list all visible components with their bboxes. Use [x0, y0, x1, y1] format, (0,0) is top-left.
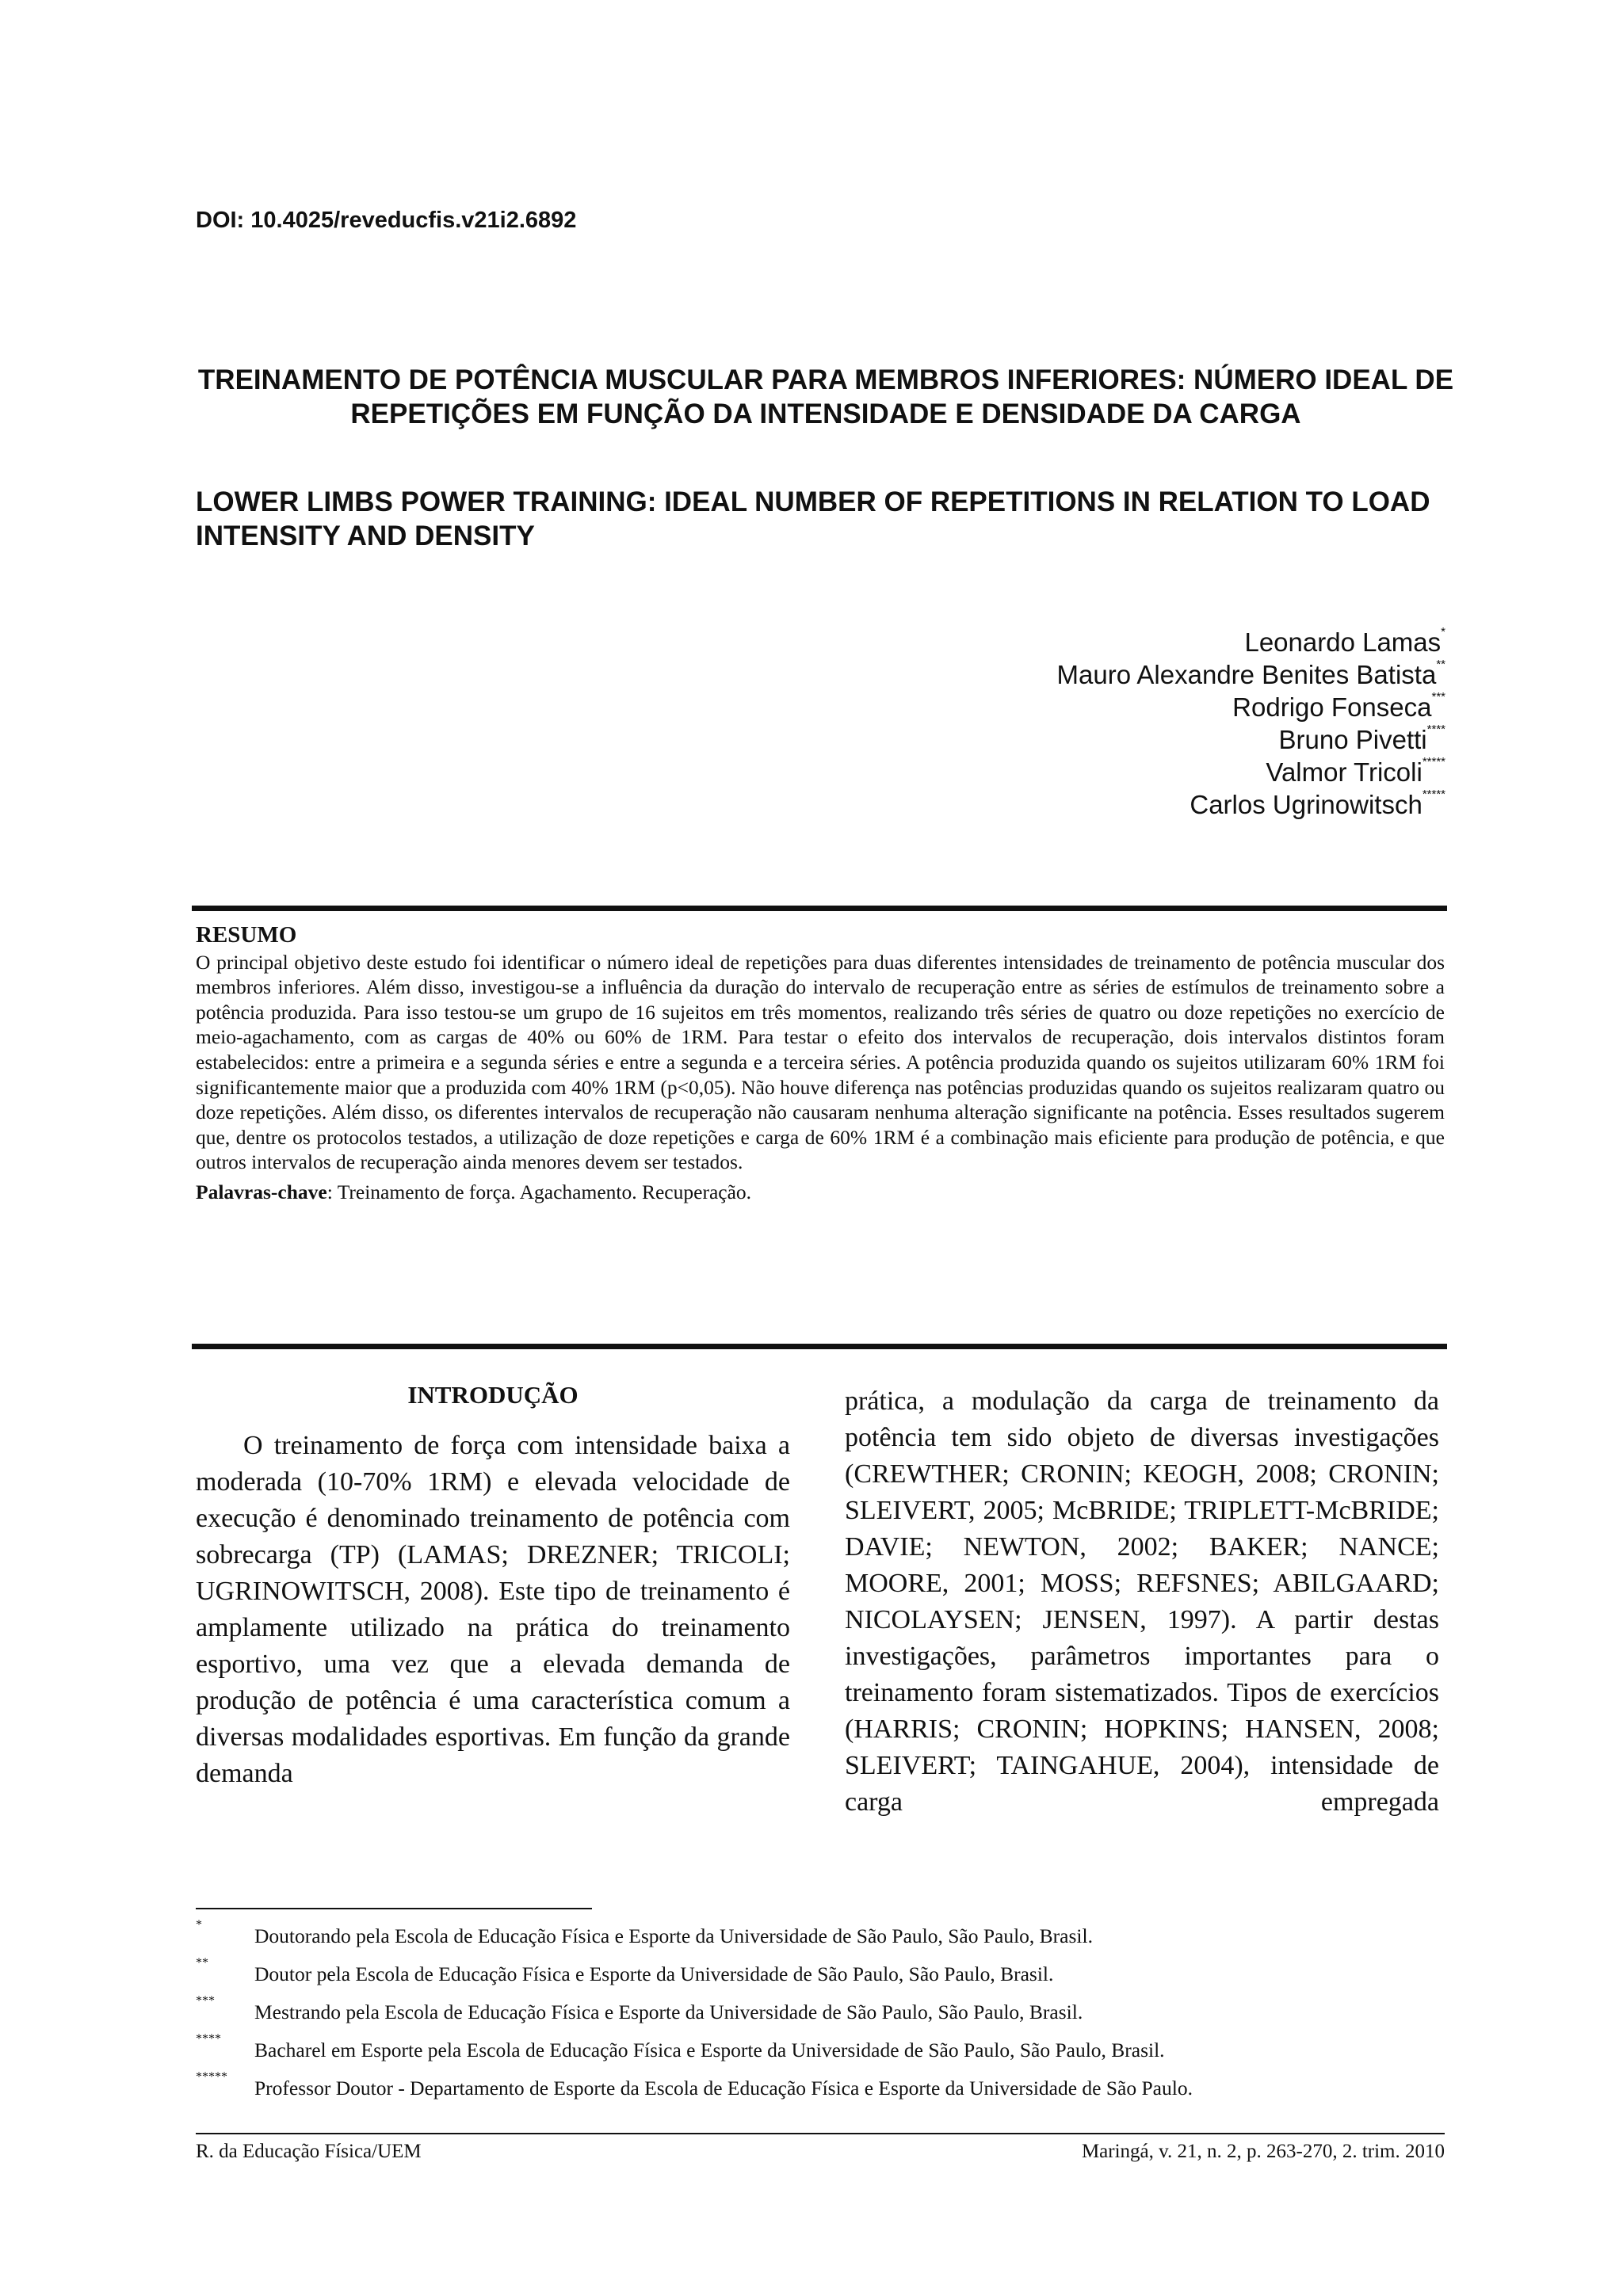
page-footer-rule: [196, 2133, 1445, 2134]
journal-name: R. da Educação Física/UEM: [196, 2141, 422, 2162]
footnote-mark: ***: [196, 1994, 215, 2008]
abstract: [196, 923, 1445, 1205]
author: [1057, 691, 1445, 723]
keywords-label: Palavras-chave: [196, 1180, 327, 1203]
author-name: Carlos Ugrinowitsch: [1190, 790, 1423, 819]
abstract-top-rule: [192, 906, 1447, 911]
title-portuguese: TREINAMENTO DE POTÊNCIA MUSCULAR PARA MEMBROS INFERIORES: NÚMERO IDEAL DE REPETIÇÕES EM FUNÇÃO DA INTENSIDADE E DENSIDADE DA CARGA: [197, 364, 1454, 429]
author-list: [1057, 626, 1445, 821]
footnote-text: Professor Doutor - Departamento de Esporte da Escola de Educação Física e Esporte da Universidade de São Paulo.: [254, 2077, 1193, 2100]
introduction-heading: INTRODUÇÃO: [407, 1381, 579, 1409]
footnote-mark: ****: [196, 2032, 221, 2046]
footnote-text: Doutor pela Escola de Educação Física e Esporte da Universidade de São Paulo, São Paulo, Brasil.: [254, 1962, 1054, 1985]
footnote: [196, 1994, 1464, 2035]
author-footnote-mark: **: [1436, 658, 1445, 671]
left-column: [196, 1377, 790, 1792]
author-footnote-mark: *****: [1422, 788, 1445, 801]
footnote: [196, 2070, 1464, 2111]
abstract-bottom-rule: [192, 1344, 1447, 1349]
keywords: [196, 1180, 1445, 1205]
footnote: [196, 1956, 1464, 1997]
abstract-heading: RESUMO: [196, 922, 297, 948]
author-footnote-mark: *: [1441, 625, 1445, 639]
introduction-paragraph: O treinamento de força com intensidade baixa a moderada (10-70% 1RM) e elevada velocidade de execução é denominado treinamento de potência com sobrecarga (TP) (LAMAS; DREZNER; TRICOLI; UGRINOWITSCH, 2008). Este tipo de treinamento é amplamente utilizado na prática do treinamento esportivo, uma vez que a elevada demanda de produção de potência é uma característica comum a diversas modalidades esportivas. Em função da grande demanda: [196, 1431, 790, 1788]
author: [1057, 756, 1445, 788]
introduction-continuation: prática, a modulação da carga de treinamento da potência tem sido objeto de diversas investigações (CREWTHER; CRONIN; KEOGH, 2008; CRONIN; SLEIVERT, 2005; McBRIDE; TRIPLETT-McBRIDE; DAVIE; NEWTON, 2002; BAKER; NANCE; MOORE, 2001; MOSS; REFSNES; ABILGAARD; NICOLAYSEN; JENSEN, 1997). A partir destas investigações, parâmetros importantes para o treinamento foram sistematizados. Tipos de exercícios (HARRIS; CRONIN; HOPKINS; HANSEN, 2008; SLEIVERT; TAINGAHUE, 2004), intensidade de carga empregada: [845, 1386, 1439, 1817]
author-name: Leonardo Lamas: [1244, 627, 1442, 657]
author: [1057, 788, 1445, 821]
author-footnote-mark: *****: [1422, 755, 1445, 769]
author-footnote-mark: ****: [1426, 723, 1445, 736]
doi: DOI: 10.4025/reveducfis.v21i2.6892: [196, 208, 577, 233]
author-footnote-mark: ***: [1431, 690, 1445, 704]
footnote-text: Mestrando pela Escola de Educação Física e Esporte da Universidade de São Paulo, São Paulo, Brasil.: [254, 2000, 1083, 2023]
journal-citation: Maringá, v. 21, n. 2, p. 263-270, 2. trim. 2010: [1081, 2141, 1445, 2162]
author-name: Valmor Tricoli: [1266, 757, 1423, 787]
footnote-text: Bacharel em Esporte pela Escola de Educação Física e Esporte da Universidade de São Paulo, São Paulo, Brasil.: [254, 2039, 1165, 2061]
author: [1057, 658, 1445, 691]
footnote-text: Doutorando pela Escola de Educação Física e Esporte da Universidade de São Paulo, São Paulo, Brasil.: [254, 1924, 1093, 1947]
footnote: [196, 2032, 1464, 2073]
author-name: Rodrigo Fonseca: [1232, 692, 1432, 722]
author: [1057, 723, 1445, 756]
footnote-mark: *: [196, 1918, 202, 1932]
footnote-mark: *****: [196, 2070, 227, 2084]
footnote: [196, 1918, 1464, 1959]
title-english: LOWER LIMBS POWER TRAINING: IDEAL NUMBER OF REPETITIONS IN RELATION TO LOAD INTENSITY AND DENSITY: [196, 486, 1430, 551]
footnote-separator: [196, 1908, 592, 1909]
author: [1057, 626, 1445, 658]
footnotes: [196, 1918, 1464, 2111]
author-name: Bruno Pivetti: [1278, 725, 1427, 754]
author-name: Mauro Alexandre Benites Batista: [1056, 660, 1437, 689]
abstract-text: O principal objetivo deste estudo foi identificar o número ideal de repetições para duas diferentes intensidades de treinamento de potência muscular dos membros inferiores. Além disso, investigou-se a influência da duração do intervalo de recuperação entre as séries de estímulos de treinamento sobre a potência produzida. Para isso testou-se um grupo de 16 sujeitos em três momentos, realizando três séries de quatro ou doze repetições no exercício de meio-agachamento, com as cargas de 40% ou 60% de 1RM. Para testar o efeito dos intervalos de recuperação, dois intervalos distintos foram estabelecidos: entre a primeira e a segunda séries e entre a segunda e a terceira séries. A potência produzida quando os sujeitos utilizaram 60% 1RM foi significantemente maior que a produzida com 40% 1RM (p<0,05). Não houve diferença nas potências produzidas quando os sujeitos realizaram quatro ou doze repetições. Além disso, os diferentes intervalos de recuperação não causaram nenhuma alteração significante na potência. Esses resultados sugerem que, dentre os protocolos testados, a utilização de doze repetições e carga de 60% 1RM é a combinação mais eficiente para produção de potência, e que outros intervalos de recuperação ainda menores devem ser testados.: [196, 950, 1445, 1174]
right-column: [845, 1383, 1439, 1821]
keywords-text: : Treinamento de força. Agachamento. Recuperação.: [327, 1180, 752, 1203]
footnote-mark: **: [196, 1956, 208, 1970]
